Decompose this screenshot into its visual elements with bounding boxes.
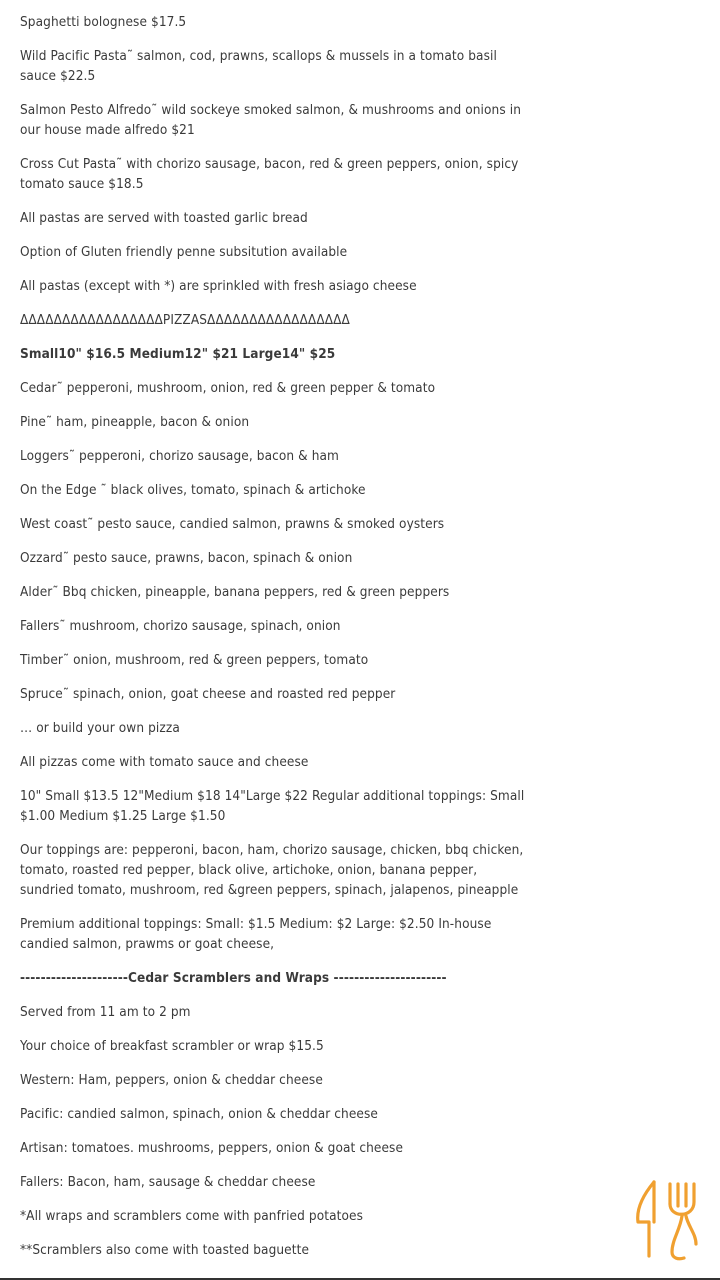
menu-line: Premium additional toppings: Small: $1.5 Medium: $2 Large: $2.50 In-house candied salmon, prawms or goat cheese, [20,916,492,952]
menu-line: Wild Pacific Pasta˜ salmon, cod, prawns, scallops & mussels in a tomato basil sauce $22.5 [20,48,497,84]
menu-line: Spruce˜ spinach, onion, goat cheese and roasted red pepper [20,686,396,702]
menu-line: Small10" $16.5 Medium12" $21 Large14" $25 [20,346,336,362]
menu-line: Pine˜ ham, pineapple, bacon & onion [20,414,250,430]
menu-line: Cross Cut Pasta˜ with chorizo sausage, bacon, red & green peppers, onion, spicy tomato sauce $18.5 [20,156,519,192]
menu-line: Western: Ham, peppers, onion & cheddar cheese [20,1072,323,1088]
menu-line: Spaghetti bolognese $17.5 [20,14,187,30]
menu-line: Cedar˜ pepperoni, mushroom, onion, red & green pepper & tomato [20,380,436,396]
menu-line: 10" Small $13.5 12"Medium $18 14"Large $22 Regular additional toppings: Small $1.00 Medium $1.25 Large $1.50 [20,788,525,824]
menu-line: All pastas are served with toasted garlic bread [20,210,308,226]
menu-line: All pastas (except with *) are sprinkled with fresh asiago cheese [20,278,417,294]
menu-line: On the Edge ˜ black olives, tomato, spinach & artichoke [20,482,366,498]
menu-line: ---------------------Cedar Scramblers and Wraps ---------------------- [20,970,447,986]
menu-line: … or build your own pizza [20,720,180,736]
menu-line: Served from 11 am to 2 pm [20,1004,191,1020]
menu-line: Our toppings are: pepperoni, bacon, ham, chorizo sausage, chicken, bbq chicken, tomato, roasted red pepper, black olive, artichoke, onion, banana pepper, sundried tomato, mushroom, red &green peppers, spinach, jalapenos, pineapple [20,842,524,898]
menu-line: Timber˜ onion, mushroom, red & green peppers, tomato [20,652,369,668]
menu-line: Artisan: tomatoes. mushrooms, peppers, onion & goat cheese [20,1140,404,1156]
menu-line: **Scramblers also come with toasted baguette [20,1242,310,1258]
menu-line: Fallers: Bacon, ham, sausage & cheddar cheese [20,1174,316,1190]
fork-knife-icon [632,1178,702,1262]
menu-line: West coast˜ pesto sauce, candied salmon, prawns & smoked oysters [20,516,445,532]
menu-line: Loggers˜ pepperoni, chorizo sausage, bacon & ham [20,448,339,464]
menu-line: Your choice of breakfast scrambler or wrap $15.5 [20,1038,324,1054]
menu-text [20,12,530,1274]
menu-line: Salmon Pesto Alfredo˜ wild sockeye smoked salmon, & mushrooms and onions in our house made alfredo $21 [20,102,522,138]
menu-line: All pizzas come with tomato sauce and cheese [20,754,309,770]
menu-line: Ozzard˜ pesto sauce, prawns, bacon, spinach & onion [20,550,353,566]
menu-line: Option of Gluten friendly penne subsitution available [20,244,348,260]
menu-line: Fallers˜ mushroom, chorizo sausage, spinach, onion [20,618,341,634]
fork-knife-icon-svg [632,1178,702,1262]
menu-line: *All wraps and scramblers come with panfried potatoes [20,1208,364,1224]
menu-line: Pacific: candied salmon, spinach, onion & cheddar cheese [20,1106,379,1122]
menu-line: Alder˜ Bbq chicken, pineapple, banana peppers, red & green peppers [20,584,450,600]
menu-line: ΔΔΔΔΔΔΔΔΔΔΔΔΔΔΔΔΔPIZZASΔΔΔΔΔΔΔΔΔΔΔΔΔΔΔΔΔ [20,312,350,328]
